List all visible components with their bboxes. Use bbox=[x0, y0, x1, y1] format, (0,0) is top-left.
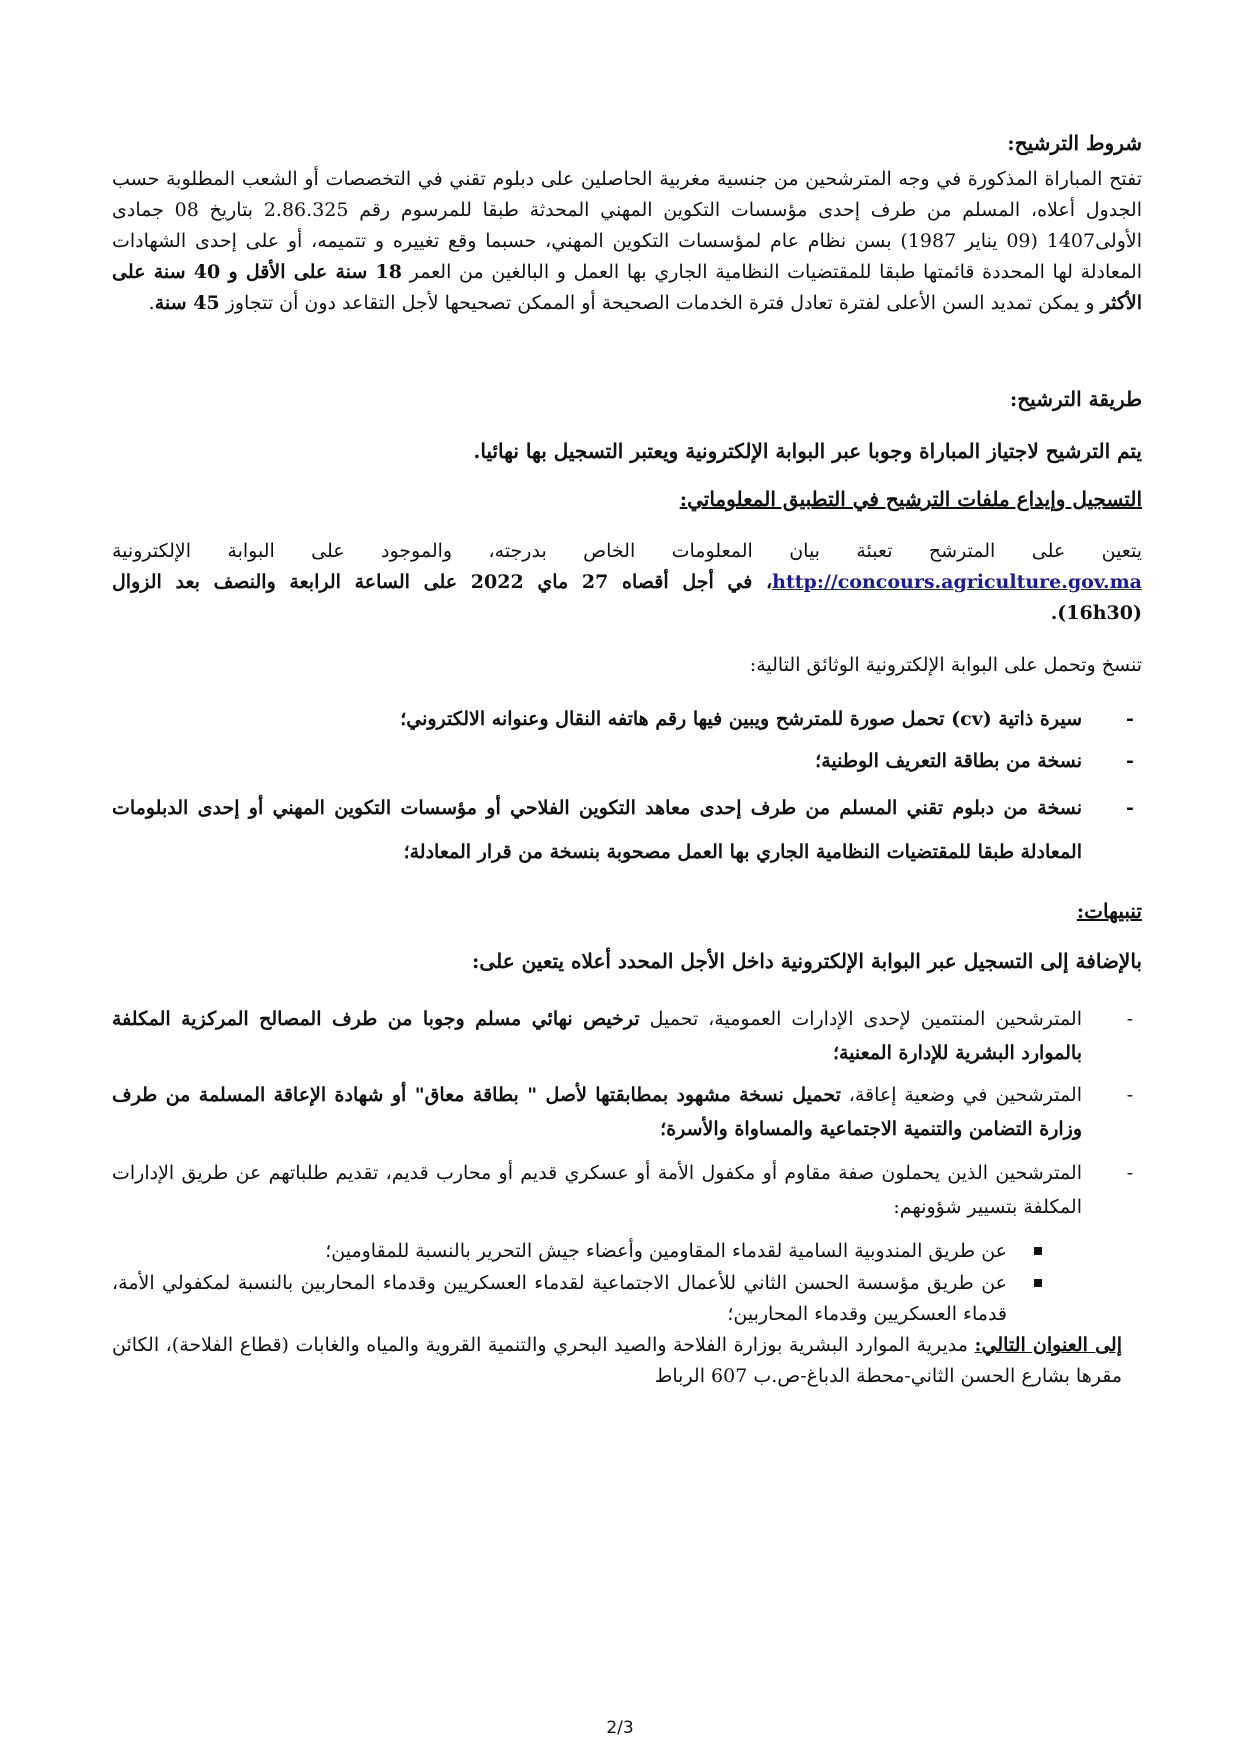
note-veterans: المترشحين الذين يحملون صفة مقاوم أو مكفول الأمة أو عسكري قديم أو محارب قديم، تقديم طلباتهم عن طريق الإدارات المكلفة بتسيير شؤونهم: bbox=[112, 1162, 1082, 1218]
note-public-employees bbox=[112, 1002, 1082, 1070]
document-item-diploma: نسخة من دبلوم تقني المسلم من طرف إحدى معاهد التكوين الفلاحي أو مؤسسات التكوين المهني أو إحدى الدبلومات المعادلة طبقا للمقتضيات النظامية الجاري بها العمل مصحوبة بنسخة من قرار المعادلة؛ bbox=[112, 797, 1082, 863]
dash-marker: - bbox=[1126, 750, 1134, 772]
method-statement: يتم الترشيح لاجتياز المباراة وجوبا عبر البوابة الإلكترونية ويعتبر التسجيل بها نهائيا. bbox=[473, 439, 1142, 463]
note-disability-bold: تحميل نسخة مشهود بمطابقتها لأصل " بطاقة معاق" أو شهادة الإعاقة المسلمة من طرف وزارة التضامن والتنمية الاجتماعية والمساواة والأسرة؛ bbox=[112, 1084, 1082, 1140]
list-item bbox=[112, 1002, 1142, 1070]
note-disability-text: المترشحين في وضعية إعاقة، bbox=[840, 1084, 1082, 1106]
section-heading-method: طريقة الترشيح: bbox=[1009, 387, 1142, 411]
list-item bbox=[112, 1078, 1142, 1146]
registration-deadline: ، في أجل أقصاه 27 ماي 2022 على الساعة الرابعة والنصف بعد الزوال (16h30). bbox=[112, 571, 1142, 624]
section-heading-conditions: شروط الترشيح: bbox=[1007, 131, 1142, 155]
dash-marker: - bbox=[1126, 1084, 1134, 1106]
section-heading-notes: تنبيهات: bbox=[1076, 899, 1142, 923]
note-public-employees-text: المترشحين المنتمين لإحدى الإدارات العمومية، تحميل bbox=[639, 1008, 1083, 1030]
dash-marker: - bbox=[1126, 1008, 1134, 1030]
page-number: 2/3 bbox=[606, 1718, 634, 1738]
conditions-text-c: و يمكن تمديد السن الأعلى لفترة تعادل فترة الخدمات الصحيحة أو الممكن تصحيحها لأجل التقاعد دون أن تتجاوز bbox=[219, 292, 1101, 314]
conditions-text-e: . bbox=[148, 292, 155, 314]
square-bullet-icon bbox=[1034, 1279, 1042, 1287]
address-label: إلى العنوان التالي: bbox=[974, 1334, 1122, 1356]
sub-item-resistance: عن طريق المندوبية السامية لقدماء المقاومين وأعضاء جيش التحرير بالنسبة للمقاومين؛ bbox=[325, 1240, 1007, 1262]
conditions-paragraph bbox=[112, 164, 1142, 319]
address-text: مديرية الموارد البشرية بوزارة الفلاحة والصيد البحري والتنمية القروية والمياه والغابات (قطاع الفلاحة)، الكائن مقرها بشارع الحسن الثاني-محطة الدباغ-ص.ب 607 الرباط bbox=[112, 1334, 1122, 1387]
document-item-id-card: نسخة من بطاقة التعريف الوطنية؛ bbox=[815, 750, 1082, 772]
square-bullet-icon bbox=[1034, 1247, 1042, 1255]
list-item bbox=[112, 702, 1142, 736]
list-item bbox=[112, 1268, 1142, 1330]
note-disability bbox=[112, 1078, 1082, 1146]
registration-paragraph bbox=[112, 536, 1142, 629]
conditions-max-age: 45 سنة bbox=[154, 292, 220, 314]
documents-intro: تنسخ وتحمل على البوابة الإلكترونية الوثائق التالية: bbox=[749, 654, 1142, 676]
registration-text-a: يتعين على المترشح تعبئة بيان المعلومات الخاص بدرجته، والموجود على البوابة الإلكترونية bbox=[112, 540, 1142, 562]
dash-marker: - bbox=[1126, 1162, 1134, 1184]
sub-item-foundation: عن طريق مؤسسة الحسن الثاني للأعمال الاجتماعية لقدماء العسكريين وقدماء المحاربين بالنسبة لمكفولي الأمة، قدماء العسكريين وقدماء المحاربين؛ bbox=[112, 1272, 1007, 1325]
section-heading-registration: التسجيل وإيداع ملفات الترشيح في التطبيق المعلوماتي: bbox=[679, 487, 1142, 511]
conditions-age-range: 18 سنة على الأقل و 40 سنة على الأكثر bbox=[112, 261, 1142, 314]
list-item bbox=[112, 1236, 1142, 1267]
note-public-employees-bold: ترخيص نهائي مسلم وجوبا من طرف المصالح المركزية المكلفة بالموارد البشرية للإدارة المعنية؛ bbox=[112, 1008, 1082, 1064]
address-paragraph bbox=[112, 1330, 1122, 1392]
list-item bbox=[112, 1156, 1142, 1224]
list-item bbox=[112, 786, 1142, 874]
conditions-text-a: تفتح المباراة المذكورة في وجه المترشحين من جنسية مغربية الحاصلين على دبلوم تقني في التخصصات أو الشعب المطلوبة حسب الجدول أعلاه، المسلم من طرف إحدى مؤسسات التكوين المهني المحدثة طبقا للمرسوم رقم 2.86.325 بتاريخ 08 جمادى الأولى1407 (09 يناير 1987) بسن نظام عام لمؤسسات التكوين المهني، حسبما وقع تغييره و تتميمه، أو على إحدى الشهادات المعادلة لها المحددة قائمتها طبقا للمقتضيات النظامية الجاري بها العمل و البالغين من العمر bbox=[112, 168, 1143, 283]
list-item bbox=[112, 744, 1142, 778]
notes-intro: بالإضافة إلى التسجيل عبر البوابة الإلكترونية داخل الأجل المحدد أعلاه يتعين على: bbox=[472, 949, 1142, 973]
document-item-cv: سيرة ذاتية (cv) تحمل صورة للمترشح ويبين فيها رقم هاتفه النقال وعنوانه الالكتروني؛ bbox=[400, 708, 1082, 730]
dash-marker: - bbox=[1126, 708, 1134, 730]
dash-marker: - bbox=[1126, 797, 1134, 819]
portal-link[interactable]: http://concours.agriculture.gov.ma bbox=[772, 571, 1142, 593]
